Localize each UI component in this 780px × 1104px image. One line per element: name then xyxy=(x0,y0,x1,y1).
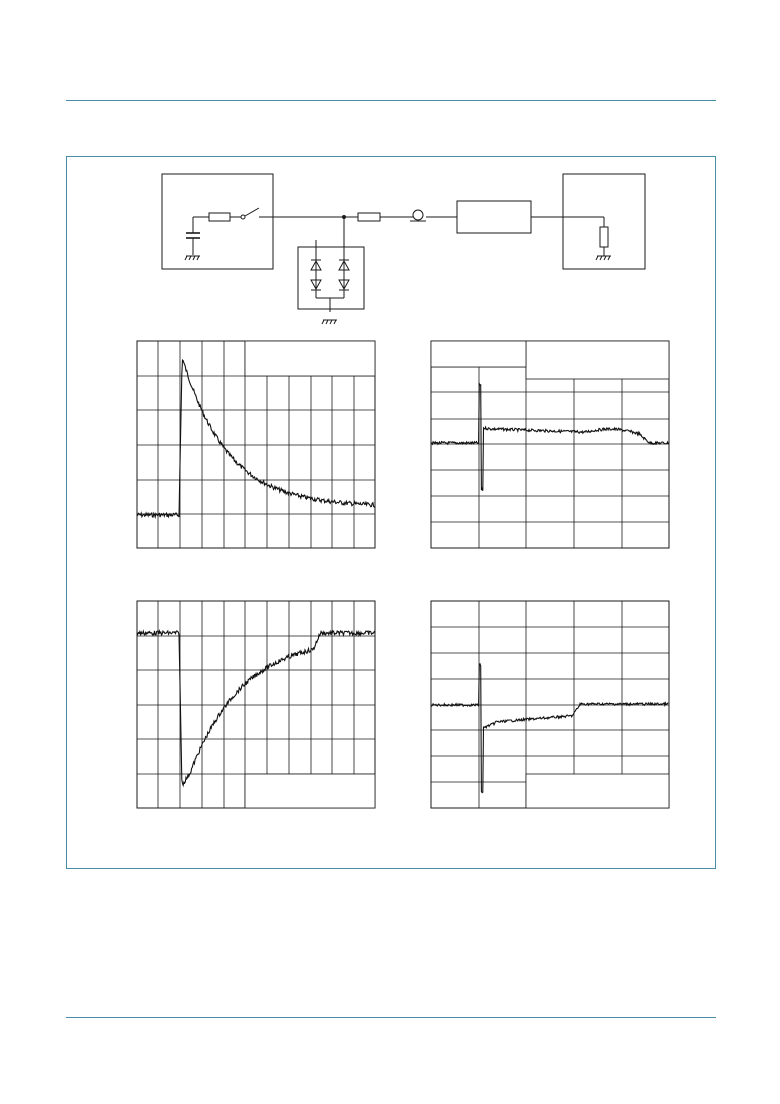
label-area xyxy=(526,774,669,808)
current-probe-icon xyxy=(410,210,426,221)
ground-icon xyxy=(596,256,611,260)
label-area xyxy=(245,341,375,376)
ground-icon xyxy=(322,320,337,324)
resistor-icon xyxy=(600,227,608,247)
scope-top-right xyxy=(431,341,669,548)
test-circuit-diagram xyxy=(162,174,645,324)
scope-bottom-right xyxy=(431,601,669,808)
scope-top-left xyxy=(137,341,375,548)
capacitor-icon xyxy=(186,217,200,255)
label-area xyxy=(431,341,526,367)
dut-box xyxy=(298,247,364,309)
attenuator-box xyxy=(457,201,531,233)
label-area xyxy=(245,774,375,808)
label-area xyxy=(526,341,669,379)
switch-icon xyxy=(241,208,259,219)
resistor-icon xyxy=(209,213,230,221)
ground-icon xyxy=(185,256,200,260)
resistor-icon xyxy=(358,213,380,221)
scope-bottom-left xyxy=(137,601,375,808)
